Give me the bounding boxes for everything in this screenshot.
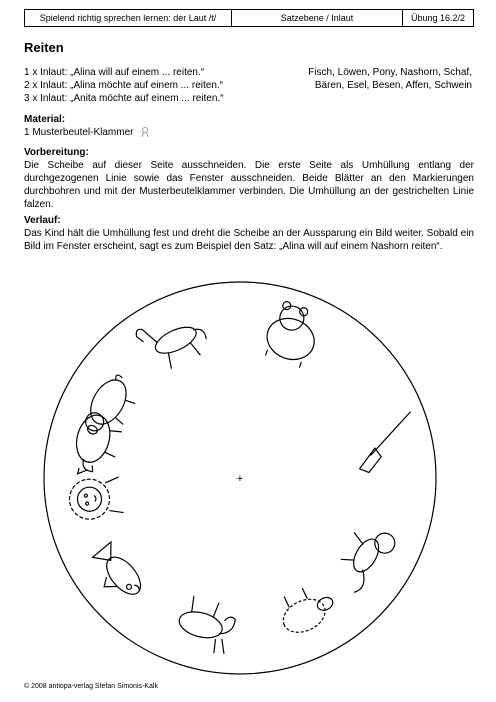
inlaut-lines — [24, 66, 224, 105]
material-section — [24, 113, 474, 139]
pony-icon — [134, 305, 212, 376]
animal-words-line-1: Fisch, Löwen, Pony, Nashorn, Schaf, — [308, 67, 472, 78]
inlaut-line-2: 2 x Inlaut: „Alina möchte auf einem ... reiten.“ — [24, 80, 223, 91]
inlaut-line-1: 1 x Inlaut: „Alina will auf einem ... reiten.“ — [24, 67, 205, 78]
copyright-footer: © 2008 antiopa-verlag Stefan Simonis-Kalk — [24, 683, 158, 690]
fisch-icon — [85, 542, 147, 607]
inlaut-line-3: 3 x Inlaut: „Anita möchte auf einem ... reiten.“ — [24, 93, 224, 104]
verlauf-text: Das Kind hält die Umhüllung fest und dreht die Scheibe an der Aussparung ein Bild weiter. Sobald ein Bild im Fenster erscheint, sagt es zum Beispiel den Satz: „Alina will auf einem Nashorn reiten“. — [24, 228, 474, 252]
besen-icon — [349, 412, 423, 475]
page-title: Reiten — [24, 40, 64, 55]
header-series-title: Spielend richtig sprechen lernen: der Laut /t/ — [25, 10, 232, 26]
paper-fastener-icon — [140, 127, 150, 138]
disc-center-mark: + — [236, 473, 244, 485]
baer-icon — [260, 299, 325, 370]
header-exercise-number: Übung 16.2/2 — [410, 13, 466, 23]
page-header — [24, 9, 474, 27]
verlauf-heading: Verlauf: — [24, 215, 61, 226]
material-text: 1 Musterbeutel-Klammer — [24, 126, 474, 139]
vorbereitung-heading: Vorbereitung: — [24, 147, 89, 158]
verlauf-section — [24, 214, 474, 253]
schaf-icon — [273, 579, 339, 639]
wheel-pictures — [67, 299, 423, 657]
animal-words-line-2: Bären, Esel, Besen, Affen, Schwein — [314, 80, 472, 91]
header-level: Satzebene / Inlaut — [232, 10, 403, 26]
vorbereitung-text: Die Scheibe auf dieser Seite ausschneiden. Die erste Seite als Umhüllung entlang der durchgezogenen Linie sowie das Fenster ausschneiden. Beide Blätter an den Markierungen durchbohren und mit der Musterbeutelklammer verbinden. Die Umhüllung an der gestrichelten Linie falzen. — [24, 160, 474, 210]
esel-icon — [173, 594, 238, 656]
affe-icon — [328, 518, 398, 598]
vorbereitung-section — [24, 146, 474, 211]
rotating-disc — [40, 278, 440, 678]
loewe-icon — [67, 475, 124, 522]
animal-word-list — [308, 66, 472, 92]
material-heading: Material: — [24, 114, 66, 125]
